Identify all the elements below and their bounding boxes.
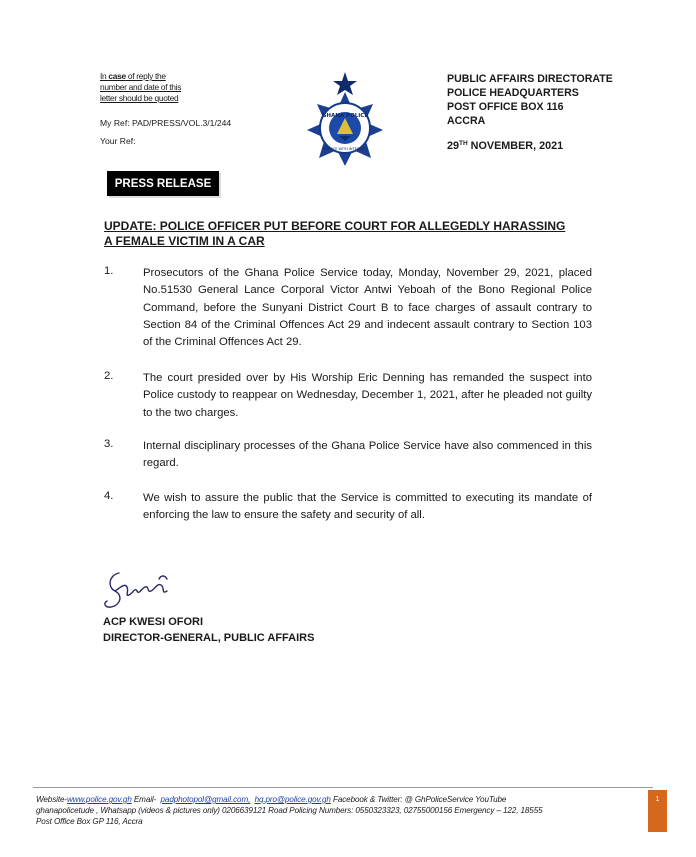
signer-name: ACP KWESI OFORI — [103, 616, 204, 628]
reference-note-line1: In case of reply the — [100, 71, 166, 81]
ghana-police-emblem-icon — [301, 70, 389, 168]
website-link[interactable]: www.police.gov.gh — [67, 795, 132, 804]
my-reference: My Ref: PAD/PRESS/VOL.3/1/244 — [100, 118, 232, 128]
paragraph-text: Prosecutors of the Ghana Police Service today, Monday, November 29, 2021, placed No.51530 General Lance Corporal Victor Antwi Yeboah of the Bono Regional Police Command, before the Sunyani District Court B to face charges of assault contrary to Section 84 of the Criminal Offences Act 29 and indecent assault contrary to Section 103 of the Criminal Offences Act 29. — [143, 267, 592, 349]
paragraph-text: The court presided over by His Worship Eric Denning has remanded the suspect into Police custody to reappear on Wednesday, December 1, 2021, after he pleaded not guilty to the two charges. — [143, 372, 592, 419]
release-date: 29TH NOVEMBER, 2021 — [447, 140, 564, 152]
paragraph-text: We wish to assure the public that the Service is committed to executing its mandate of enforcing the law to ensure the safety and security of all. — [143, 492, 592, 522]
page-number-tab: 1 — [648, 790, 667, 832]
address-line: PUBLIC AFFAIRS DIRECTORATE — [447, 73, 613, 85]
headline-line1: UPDATE: POLICE OFFICER PUT BEFORE COURT FOR ALLEGEDLY HARASSING — [104, 219, 566, 233]
footer-divider — [33, 787, 653, 788]
address-line: ACCRA — [447, 115, 486, 127]
address-line: POLICE HEADQUARTERS — [447, 87, 579, 99]
press-release-label: PRESS RELEASE — [107, 171, 219, 196]
paragraph-number: 2. — [104, 370, 114, 382]
signer-title: DIRECTOR-GENERAL, PUBLIC AFFAIRS — [103, 632, 315, 644]
paragraph-number: 1. — [104, 265, 114, 277]
signatory — [103, 614, 314, 646]
paragraph-text: Internal disciplinary processes of the Ghana Police Service have also commenced in this regard. — [143, 440, 592, 470]
footer-line3: Post Office Box GP 116, Accra — [36, 817, 143, 826]
reference-note-line3: letter should be quoted — [100, 93, 179, 103]
emblem-top-text: GHANA POLICE — [321, 113, 369, 119]
paragraph-number: 4. — [104, 490, 114, 502]
office-address — [447, 72, 613, 128]
email-link[interactable]: padphotopol@gmail.com, — [160, 795, 251, 804]
handwritten-signature — [101, 565, 181, 615]
footer-line1: Website-www.police.gov.gh Email- padphotopol@gmail.com, hq.pro@police.gov.gh Facebook & Twitter: @ GhPoliceService YouTube — [36, 795, 507, 804]
footer-line2: ghanapolicetude , Whatsapp (videos & pictures only) 0206639121 Road Policing Numbers: 0550323323, 02755000156 Emergency – 122, 18555 — [36, 806, 543, 815]
emblem-bottom-text: SERVICE WITH INTEGRITY — [322, 147, 368, 151]
headline — [104, 219, 596, 249]
your-reference: Your Ref: — [100, 136, 136, 146]
paragraph-number: 3. — [104, 438, 114, 450]
headline-line2: A FEMALE VICTIM IN A CAR — [104, 234, 265, 248]
email-link[interactable]: hq.pro@police.gov.gh — [254, 795, 331, 804]
address-line: POST OFFICE BOX 116 — [447, 101, 564, 113]
contact-footer — [36, 794, 644, 827]
reference-note-line2: number and date of this — [100, 82, 182, 92]
reference-note — [100, 71, 181, 104]
